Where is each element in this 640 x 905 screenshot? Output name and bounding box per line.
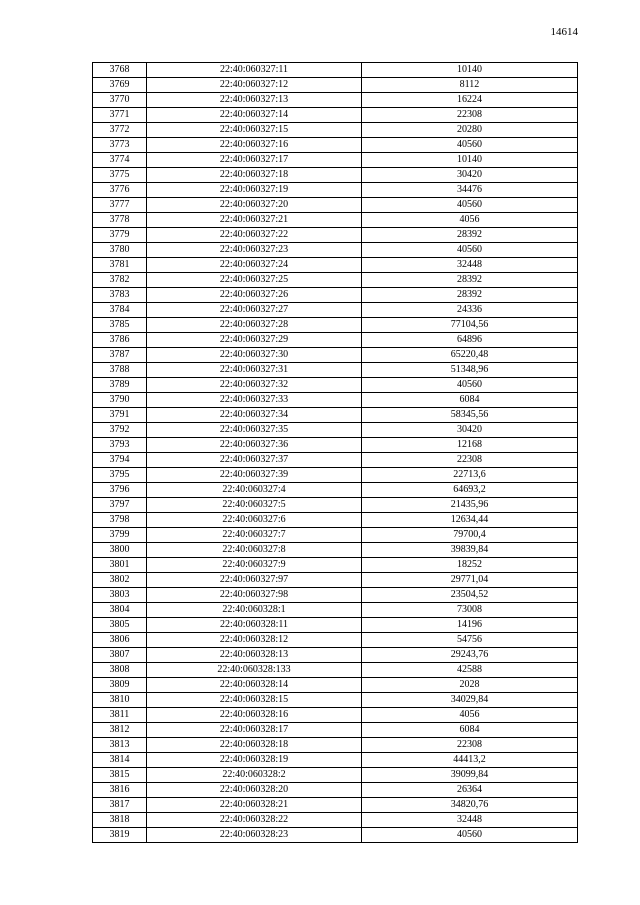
row-index-cell: 3775	[93, 168, 147, 183]
value-cell: 18252	[362, 558, 578, 573]
table-row	[93, 183, 578, 198]
cadastral-number-cell: 22:40:060328:1	[147, 603, 362, 618]
cadastral-number-cell: 22:40:060328:133	[147, 663, 362, 678]
value-cell: 40560	[362, 378, 578, 393]
table-row	[93, 408, 578, 423]
cadastral-number-cell: 22:40:060327:30	[147, 348, 362, 363]
value-cell: 32448	[362, 258, 578, 273]
cadastral-number-cell: 22:40:060328:21	[147, 798, 362, 813]
row-index-cell: 3782	[93, 273, 147, 288]
value-cell: 30420	[362, 168, 578, 183]
table-row	[93, 348, 578, 363]
cadastral-number-cell: 22:40:060328:12	[147, 633, 362, 648]
row-index-cell: 3770	[93, 93, 147, 108]
cadastral-number-cell: 22:40:060327:29	[147, 333, 362, 348]
value-cell: 6084	[362, 723, 578, 738]
table-row	[93, 753, 578, 768]
row-index-cell: 3801	[93, 558, 147, 573]
value-cell: 44413,2	[362, 753, 578, 768]
row-index-cell: 3806	[93, 633, 147, 648]
table-row	[93, 153, 578, 168]
table-row	[93, 258, 578, 273]
cadastral-number-cell: 22:40:060328:23	[147, 828, 362, 843]
row-index-cell: 3786	[93, 333, 147, 348]
value-cell: 40560	[362, 828, 578, 843]
row-index-cell: 3769	[93, 78, 147, 93]
table-row	[93, 168, 578, 183]
value-cell: 10140	[362, 153, 578, 168]
cadastral-number-cell: 22:40:060328:22	[147, 813, 362, 828]
cadastral-number-cell: 22:40:060327:37	[147, 453, 362, 468]
table-row	[93, 393, 578, 408]
value-cell: 40560	[362, 138, 578, 153]
row-index-cell: 3776	[93, 183, 147, 198]
row-index-cell: 3772	[93, 123, 147, 138]
value-cell: 22713,6	[362, 468, 578, 483]
row-index-cell: 3815	[93, 768, 147, 783]
cadastral-number-cell: 22:40:060328:2	[147, 768, 362, 783]
table-row	[93, 333, 578, 348]
value-cell: 51348,96	[362, 363, 578, 378]
row-index-cell: 3803	[93, 588, 147, 603]
value-cell: 22308	[362, 108, 578, 123]
row-index-cell: 3816	[93, 783, 147, 798]
table-row	[93, 423, 578, 438]
value-cell: 23504,52	[362, 588, 578, 603]
table-row	[93, 573, 578, 588]
table-row	[93, 138, 578, 153]
table-row	[93, 288, 578, 303]
row-index-cell: 3808	[93, 663, 147, 678]
row-index-cell: 3804	[93, 603, 147, 618]
value-cell: 6084	[362, 393, 578, 408]
value-cell: 77104,56	[362, 318, 578, 333]
cadastral-number-cell: 22:40:060327:18	[147, 168, 362, 183]
table-row	[93, 768, 578, 783]
cadastral-number-cell: 22:40:060327:5	[147, 498, 362, 513]
table-row	[93, 438, 578, 453]
value-cell: 14196	[362, 618, 578, 633]
cadastral-number-cell: 22:40:060327:4	[147, 483, 362, 498]
value-cell: 39099,84	[362, 768, 578, 783]
row-index-cell: 3784	[93, 303, 147, 318]
value-cell: 58345,56	[362, 408, 578, 423]
row-index-cell: 3785	[93, 318, 147, 333]
cadastral-number-cell: 22:40:060327:21	[147, 213, 362, 228]
value-cell: 8112	[362, 78, 578, 93]
table-row	[93, 363, 578, 378]
row-index-cell: 3792	[93, 423, 147, 438]
value-cell: 79700,4	[362, 528, 578, 543]
row-index-cell: 3779	[93, 228, 147, 243]
row-index-cell: 3817	[93, 798, 147, 813]
table-row	[93, 303, 578, 318]
row-index-cell: 3807	[93, 648, 147, 663]
value-cell: 40560	[362, 243, 578, 258]
row-index-cell: 3810	[93, 693, 147, 708]
table-row	[93, 468, 578, 483]
row-index-cell: 3788	[93, 363, 147, 378]
row-index-cell: 3773	[93, 138, 147, 153]
cadastral-number-cell: 22:40:060328:11	[147, 618, 362, 633]
table-row	[93, 123, 578, 138]
value-cell: 28392	[362, 273, 578, 288]
row-index-cell: 3781	[93, 258, 147, 273]
cadastral-number-cell: 22:40:060327:17	[147, 153, 362, 168]
cadastral-number-cell: 22:40:060328:20	[147, 783, 362, 798]
cadastre-table	[92, 62, 578, 843]
table-row	[93, 618, 578, 633]
table-row	[93, 543, 578, 558]
cadastral-number-cell: 22:40:060327:28	[147, 318, 362, 333]
row-index-cell: 3805	[93, 618, 147, 633]
value-cell: 20280	[362, 123, 578, 138]
table-row	[93, 198, 578, 213]
table-row	[93, 813, 578, 828]
cadastral-number-cell: 22:40:060328:16	[147, 708, 362, 723]
cadastral-number-cell: 22:40:060327:7	[147, 528, 362, 543]
table-row	[93, 738, 578, 753]
table-row	[93, 723, 578, 738]
cadastral-number-cell: 22:40:060327:36	[147, 438, 362, 453]
table-row	[93, 213, 578, 228]
value-cell: 4056	[362, 708, 578, 723]
row-index-cell: 3768	[93, 63, 147, 78]
table-row	[93, 603, 578, 618]
cadastral-number-cell: 22:40:060327:24	[147, 258, 362, 273]
row-index-cell: 3778	[93, 213, 147, 228]
cadastral-number-cell: 22:40:060327:12	[147, 78, 362, 93]
cadastral-number-cell: 22:40:060327:39	[147, 468, 362, 483]
row-index-cell: 3802	[93, 573, 147, 588]
page-number: 14614	[550, 26, 578, 38]
cadastral-number-cell: 22:40:060327:35	[147, 423, 362, 438]
row-index-cell: 3791	[93, 408, 147, 423]
row-index-cell: 3809	[93, 678, 147, 693]
cadastral-number-cell: 22:40:060328:15	[147, 693, 362, 708]
row-index-cell: 3813	[93, 738, 147, 753]
cadastral-number-cell: 22:40:060327:34	[147, 408, 362, 423]
value-cell: 28392	[362, 288, 578, 303]
value-cell: 65220,48	[362, 348, 578, 363]
cadastral-number-cell: 22:40:060327:6	[147, 513, 362, 528]
cadastral-number-cell: 22:40:060327:19	[147, 183, 362, 198]
value-cell: 54756	[362, 633, 578, 648]
table-row	[93, 63, 578, 78]
cadastral-number-cell: 22:40:060328:18	[147, 738, 362, 753]
table-row	[93, 528, 578, 543]
table-row	[93, 828, 578, 843]
value-cell: 73008	[362, 603, 578, 618]
cadastral-number-cell: 22:40:060327:98	[147, 588, 362, 603]
row-index-cell: 3783	[93, 288, 147, 303]
table-row	[93, 678, 578, 693]
value-cell: 22308	[362, 738, 578, 753]
value-cell: 42588	[362, 663, 578, 678]
row-index-cell: 3777	[93, 198, 147, 213]
row-index-cell: 3798	[93, 513, 147, 528]
cadastral-number-cell: 22:40:060327:11	[147, 63, 362, 78]
table-row	[93, 318, 578, 333]
table-row	[93, 663, 578, 678]
table-row	[93, 693, 578, 708]
value-cell: 4056	[362, 213, 578, 228]
cadastral-number-cell: 22:40:060327:26	[147, 288, 362, 303]
row-index-cell: 3797	[93, 498, 147, 513]
table-row	[93, 633, 578, 648]
cadastral-number-cell: 22:40:060327:27	[147, 303, 362, 318]
cadastral-number-cell: 22:40:060327:20	[147, 198, 362, 213]
row-index-cell: 3819	[93, 828, 147, 843]
table-row	[93, 708, 578, 723]
cadastral-number-cell: 22:40:060327:15	[147, 123, 362, 138]
value-cell: 34476	[362, 183, 578, 198]
cadastral-number-cell: 22:40:060327:97	[147, 573, 362, 588]
value-cell: 29771,04	[362, 573, 578, 588]
cadastral-number-cell: 22:40:060328:14	[147, 678, 362, 693]
table-row	[93, 513, 578, 528]
cadastral-number-cell: 22:40:060327:14	[147, 108, 362, 123]
value-cell: 40560	[362, 198, 578, 213]
cadastral-number-cell: 22:40:060328:13	[147, 648, 362, 663]
row-index-cell: 3794	[93, 453, 147, 468]
value-cell: 24336	[362, 303, 578, 318]
row-index-cell: 3814	[93, 753, 147, 768]
value-cell: 26364	[362, 783, 578, 798]
row-index-cell: 3812	[93, 723, 147, 738]
table-row	[93, 558, 578, 573]
table-row	[93, 588, 578, 603]
value-cell: 39839,84	[362, 543, 578, 558]
value-cell: 64896	[362, 333, 578, 348]
table-row	[93, 243, 578, 258]
cadastral-number-cell: 22:40:060328:19	[147, 753, 362, 768]
table-row	[93, 648, 578, 663]
value-cell: 28392	[362, 228, 578, 243]
cadastral-number-cell: 22:40:060327:31	[147, 363, 362, 378]
table-row	[93, 783, 578, 798]
cadastral-number-cell: 22:40:060327:16	[147, 138, 362, 153]
table-row	[93, 273, 578, 288]
row-index-cell: 3790	[93, 393, 147, 408]
cadastral-number-cell: 22:40:060327:32	[147, 378, 362, 393]
cadastral-number-cell: 22:40:060327:8	[147, 543, 362, 558]
value-cell: 21435,96	[362, 498, 578, 513]
value-cell: 30420	[362, 423, 578, 438]
value-cell: 12634,44	[362, 513, 578, 528]
table-row	[93, 498, 578, 513]
value-cell: 2028	[362, 678, 578, 693]
table-row	[93, 228, 578, 243]
value-cell: 10140	[362, 63, 578, 78]
value-cell: 16224	[362, 93, 578, 108]
table-body	[93, 63, 578, 843]
value-cell: 29243,76	[362, 648, 578, 663]
row-index-cell: 3787	[93, 348, 147, 363]
table-row	[93, 93, 578, 108]
row-index-cell: 3771	[93, 108, 147, 123]
table-row	[93, 453, 578, 468]
row-index-cell: 3799	[93, 528, 147, 543]
row-index-cell: 3780	[93, 243, 147, 258]
row-index-cell: 3818	[93, 813, 147, 828]
value-cell: 64693,2	[362, 483, 578, 498]
cadastral-number-cell: 22:40:060327:13	[147, 93, 362, 108]
cadastral-number-cell: 22:40:060328:17	[147, 723, 362, 738]
cadastral-number-cell: 22:40:060327:33	[147, 393, 362, 408]
table-row	[93, 483, 578, 498]
value-cell: 34820,76	[362, 798, 578, 813]
value-cell: 34029,84	[362, 693, 578, 708]
table-row	[93, 78, 578, 93]
row-index-cell: 3800	[93, 543, 147, 558]
row-index-cell: 3811	[93, 708, 147, 723]
row-index-cell: 3793	[93, 438, 147, 453]
table-row	[93, 378, 578, 393]
cadastral-number-cell: 22:40:060327:22	[147, 228, 362, 243]
value-cell: 22308	[362, 453, 578, 468]
value-cell: 32448	[362, 813, 578, 828]
cadastral-number-cell: 22:40:060327:25	[147, 273, 362, 288]
cadastral-number-cell: 22:40:060327:9	[147, 558, 362, 573]
row-index-cell: 3774	[93, 153, 147, 168]
table-row	[93, 798, 578, 813]
value-cell: 12168	[362, 438, 578, 453]
row-index-cell: 3796	[93, 483, 147, 498]
table-row	[93, 108, 578, 123]
row-index-cell: 3789	[93, 378, 147, 393]
cadastral-number-cell: 22:40:060327:23	[147, 243, 362, 258]
row-index-cell: 3795	[93, 468, 147, 483]
